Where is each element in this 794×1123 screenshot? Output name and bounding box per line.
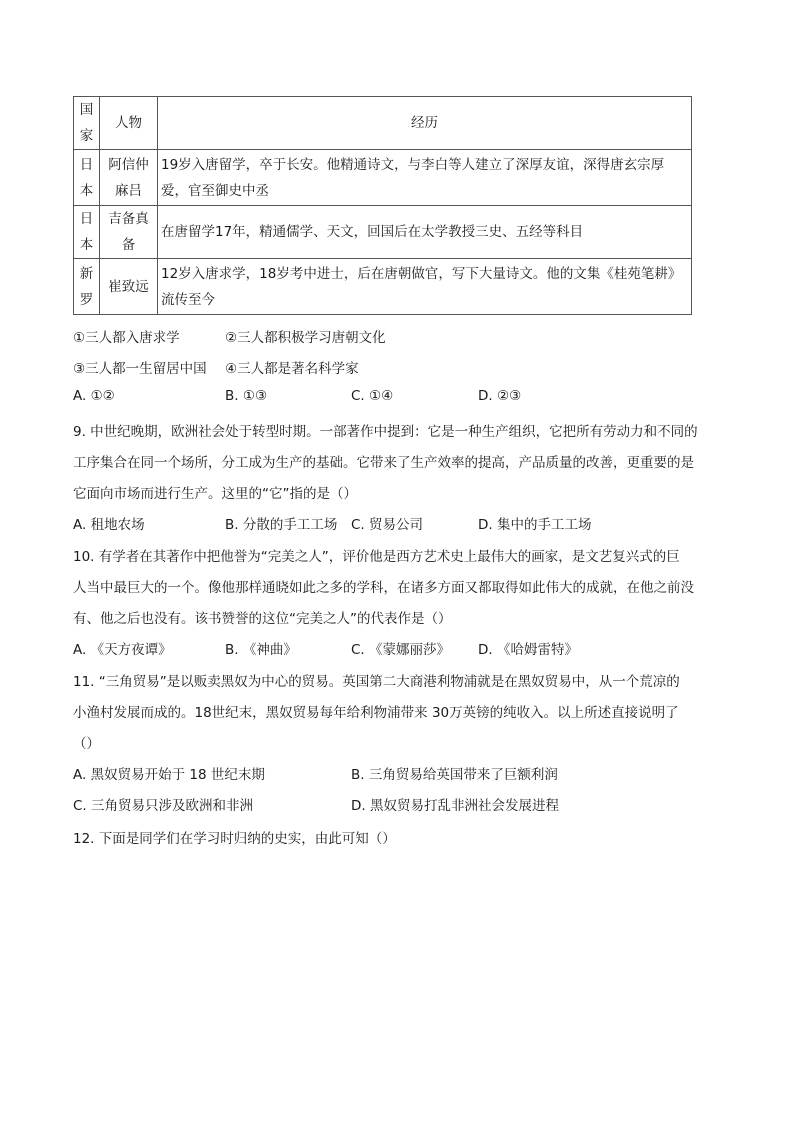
q8-option-d: D. ②③ (478, 388, 522, 404)
q8-statement-4: ④三人都是著名科学家 (225, 361, 359, 377)
cell-experience: 12岁入唐求学，18岁考中进士，后在唐朝做官，写下大量诗文。他的文集《桂苑笔耕》流传至今 (158, 259, 692, 315)
q9-line: 9. 中世纪晚期，欧洲社会处于转型时期。一部著作中提到：它是一种生产组织，它把所有劳动力和不同的 (73, 424, 698, 440)
q9-line: 它面向市场而进行生产。这里的“它”指的是（） (73, 486, 357, 502)
q10-option-a: A. 《天方夜谭》 (73, 642, 172, 658)
cell-experience: 19岁入唐留学，卒于长安。他精通诗文，与李白等人建立了深厚友谊，深得唐玄宗厚爱，官至御史中丞 (158, 150, 692, 206)
q9-option-a: A. 租地农场 (73, 517, 145, 533)
q8-option-a: A. ①② (73, 388, 115, 404)
table-header-row (74, 97, 692, 150)
table-row (74, 259, 692, 315)
q10-option-b: B. 《神曲》 (225, 642, 297, 658)
cell-country: 日本 (74, 206, 100, 259)
q12-line: 12. 下面是同学们在学习时归纳的史实，由此可知（） (73, 831, 396, 847)
q10-option-d: D. 《哈姆雷特》 (478, 642, 578, 658)
q10-line: 10. 有学者在其著作中把他誉为“完美之人”，评价他是西方艺术史上最伟大的画家，是文艺复兴式的巨 (73, 549, 680, 565)
cell-person: 吉备真备 (100, 206, 158, 259)
q11-option-a: A. 黑奴贸易开始于 18 世纪末期 (73, 767, 265, 783)
q11-line: （） (73, 736, 100, 752)
q9-option-b: B. 分散的手工工场 (225, 517, 338, 533)
header-person: 人物 (100, 97, 158, 150)
cell-person: 阿信仲麻吕 (100, 150, 158, 206)
cell-experience: 在唐留学17年，精通儒学、天文，回国后在太学教授三史、五经等科目 (158, 206, 692, 259)
q11-option-c: C. 三角贸易只涉及欧洲和非洲 (73, 798, 254, 814)
q10-line: 人当中最巨大的一个。像他那样通晓如此之多的学科，在诸多方面又都取得如此伟大的成就，在他之前没 (73, 580, 694, 596)
q9-line: 工序集合在同一个场所，分工成为生产的基础。它带来了生产效率的提高，产品质量的改善，更重要的是 (73, 455, 694, 471)
header-experience: 经历 (158, 97, 692, 150)
q8-option-c: C. ①④ (351, 388, 394, 404)
q9-option-c: C. 贸易公司 (351, 517, 424, 533)
q10-option-c: C. 《蒙娜丽莎》 (351, 642, 451, 658)
header-country: 国家 (74, 97, 100, 150)
table-row (74, 150, 692, 206)
q11-line: 小渔村发展而成的。18世纪末，黑奴贸易每年给利物浦带来 30万英镑的纯收入。以上所述直接说明了 (73, 705, 679, 721)
q9-option-d: D. 集中的手工工场 (478, 517, 592, 533)
q8-statement-1: ①三人都入唐求学 (73, 330, 180, 346)
table-row (74, 206, 692, 259)
q8-statement-2: ②三人都积极学习唐朝文化 (225, 330, 386, 346)
q11-option-b: B. 三角贸易给英国带来了巨额利润 (351, 767, 558, 783)
q10-line: 有、他之后也没有。该书赞誉的这位“完美之人”的代表作是（） (73, 611, 452, 627)
cell-person: 崔致远 (100, 259, 158, 315)
exchange-table (73, 96, 692, 315)
q11-option-d: D. 黑奴贸易打乱非洲社会发展进程 (351, 798, 559, 814)
cell-country: 日本 (74, 150, 100, 206)
q8-option-b: B. ①③ (225, 388, 268, 404)
q11-line: 11. “三角贸易”是以贩卖黑奴为中心的贸易。英国第二大商港利物浦就是在黑奴贸易中，从一个荒凉的 (73, 674, 680, 690)
q8-statement-3: ③三人都一生留居中国 (73, 361, 207, 377)
cell-country: 新罗 (74, 259, 100, 315)
